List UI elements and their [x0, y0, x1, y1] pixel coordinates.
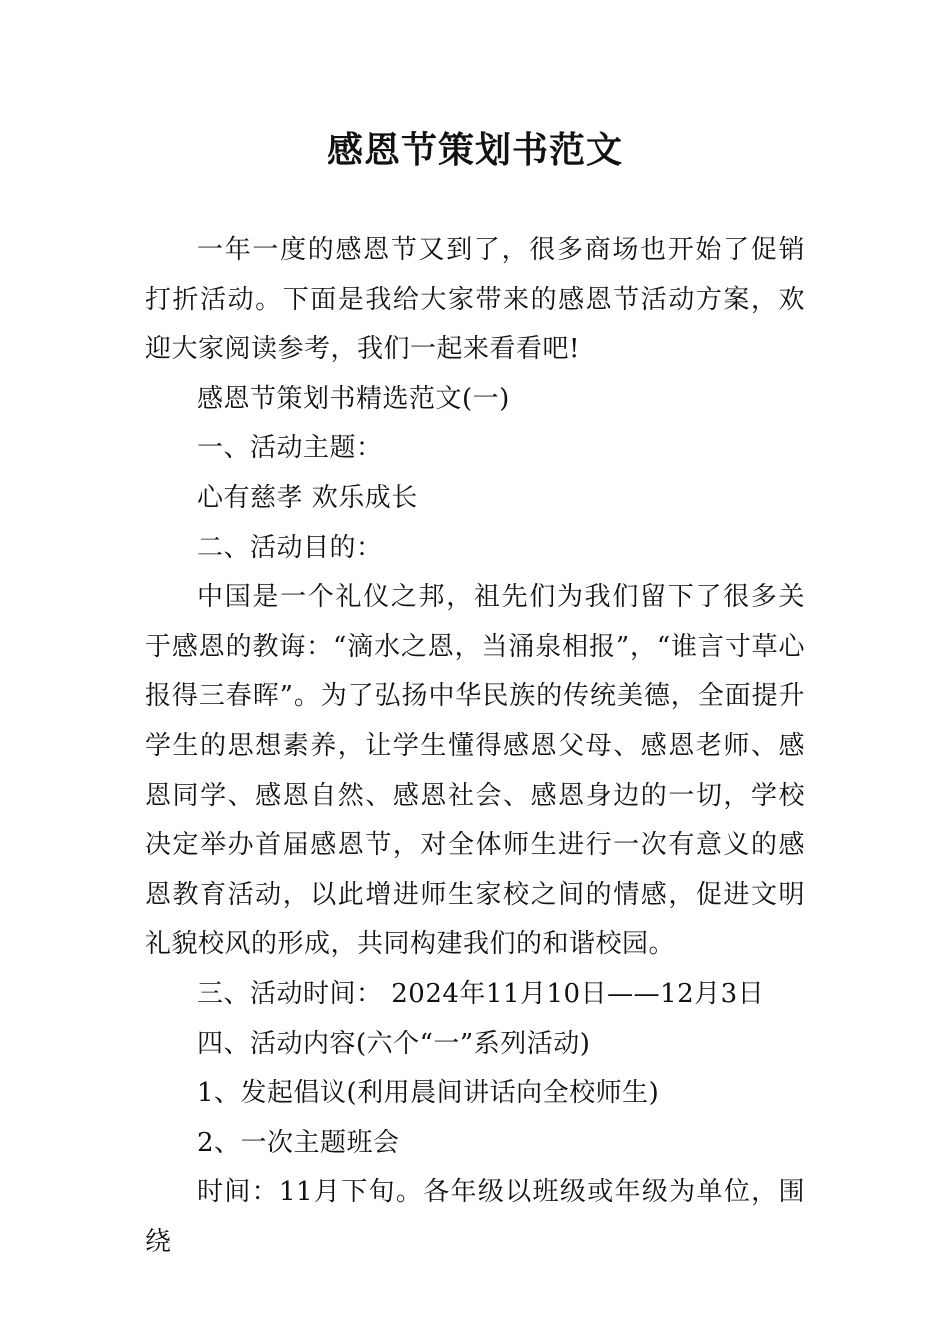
document-body: [145, 226, 805, 1267]
paragraph-theme-heading: 一、活动主题：: [197, 433, 383, 464]
paragraph-content-heading: 四、活动内容(六个“一”系列活动): [197, 1028, 591, 1059]
paragraph-item-2: 2、一次主题班会: [197, 1127, 400, 1158]
paragraph-intro: 一年一度的感恩节又到了，很多商场也开始了促销打折活动。下面是我给大家带来的感恩节活动方案，欢迎大家阅读参考，我们一起来看看吧!: [145, 235, 805, 365]
paragraph-time: 三、活动时间： 2024年11月10日——12月3日: [197, 978, 765, 1009]
document-title: 感恩节策划书范文: [326, 130, 623, 171]
paragraph-item-1: 1、发起倡议(利用晨间讲话向全校师生): [197, 1078, 660, 1109]
paragraph-item-2-detail: 时间：11月下旬。各年级以班级或年级为单位，围绕: [145, 1177, 805, 1257]
paragraph-purpose-heading: 二、活动目的：: [197, 532, 383, 563]
paragraph-section-heading: 感恩节策划书精选范文(一): [197, 383, 510, 414]
paragraph-theme: 心有慈孝 欢乐成长: [197, 482, 418, 513]
paragraph-purpose: 中国是一个礼仪之邦，祖先们为我们留下了很多关于感恩的教诲：“滴水之恩，当涌泉相报”，“谁言寸草心报得三春晖”。为了弘扬中华民族的传统美德，全面提升学生的思想素养，让学生懂得感恩父母、感恩老师、感恩同学、感恩自然、感恩社会、感恩身边的一切，学校决定举办首届感恩节，对全体师生进行一次有意义的感恩教育活动，以此增进师生家校之间的情感，促进文明礼貌校风的形成，共同构建我们的和谐校园。: [145, 582, 805, 960]
